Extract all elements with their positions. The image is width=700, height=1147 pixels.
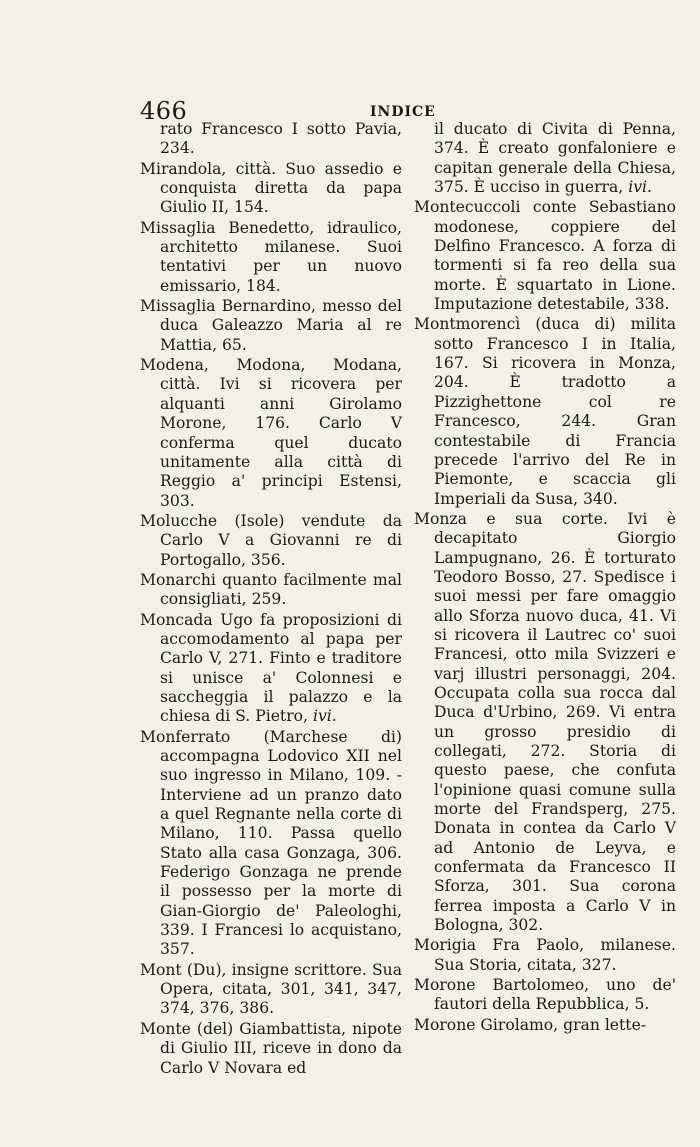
- index-entry-text: Missaglia Benedetto, idraulico, architetto milanese. Suoi tentativi per un nuovo emissario, 184.: [140, 218, 402, 295]
- index-entry-text: Montecuccoli conte Sebastiano modonese, coppiere del Delfino Francesco. A forza di tormenti si fa reo della sua morte. È squartato in Lione. Imputazione detestabile, 338.: [414, 198, 676, 314]
- index-entry-text: Morone Bartolomeo, uno de' fautori della Repubblica, 5.: [414, 976, 676, 1014]
- index-column-left: [140, 120, 402, 1079]
- running-title: INDICE: [370, 104, 436, 120]
- index-entry-italic: ivi.: [628, 178, 652, 197]
- index-entry-text: il ducato di Civita di Penna, 374. È creato gonfaloniere e capitan generale della Chiesa, 375. È ucciso in guerra,: [434, 120, 676, 197]
- index-entry-text: Modena, Modona, Modana, città. Ivi si ricovera per alquanti anni Girolamo Morone, 176. Carlo V conferma quel ducato unitamente alla città di Reggio a' principi Estensi, 303.: [140, 356, 402, 510]
- index-entry: [140, 611, 402, 727]
- index-entry-text: Missaglia Bernardino, messo del duca Galeazzo Maria al re Mattia, 65.: [140, 297, 402, 354]
- index-entry-text: Morone Girolamo, gran lette-: [414, 1015, 647, 1034]
- index-entry-text: Monferrato (Marchese di) accompagna Lodovico XII nel suo ingresso in Milano, 109. - Interviene ad un pranzo dato a quel Regnante nella corte di Milano, 110. Passa quello Stato alla casa Gonzaga, 306. Federigo Gonzaga ne prende il possesso per la morte di Gian-Giorgio de' Paleologhi, 339. I Francesi lo acquistano, 357.: [140, 727, 402, 959]
- index-entry-text: Mirandola, città. Suo assedio e conquista diretta da papa Giulio II, 154.: [140, 159, 402, 217]
- index-entry: [140, 356, 402, 511]
- index-entry-text: Morigia Fra Paolo, milanese. Sua Storia, citata, 327.: [414, 936, 676, 974]
- index-entry-text: Mont (Du), insigne scrittore. Sua Opera, citata, 301, 341, 347, 374, 376, 386.: [140, 960, 402, 1018]
- index-entry: [140, 297, 402, 355]
- index-entry-text: Moncada Ugo fa proposizioni di accomodamento al papa per Carlo V, 271. Finto e traditore si unisce a' Colonnesi e saccheggia il palazzo e la chiesa di S. Pietro,: [140, 610, 402, 726]
- index-entry-text: Monte (del) Giambattista, nipote di Giulio III, riceve in dono da Carlo V Novara ed: [140, 1019, 402, 1077]
- index-entry: [414, 1016, 676, 1035]
- index-entry-text: Monarchi quanto facilmente mal consigliati, 259.: [140, 570, 402, 609]
- index-entry: [414, 510, 676, 936]
- index-column-right: [414, 120, 676, 1036]
- index-entry: [414, 315, 676, 508]
- index-entry-italic: ivi.: [312, 707, 337, 726]
- index-entry: [140, 571, 402, 610]
- index-entry: [414, 976, 676, 1015]
- index-entry: [140, 512, 402, 570]
- index-entry: [140, 728, 402, 960]
- index-entry: [140, 961, 402, 1019]
- page-number: 466: [140, 97, 188, 125]
- index-entry: [414, 936, 676, 975]
- index-entry: [414, 120, 676, 197]
- index-entry-text: Monza e sua corte. Ivi è decapitato Giorgio Lampugnano, 26. È torturato Teodoro Bosso, 27. Spedisce i suoi messi per fare omaggio allo Sforza nuovo duca, 41. Vi si ricovera il Lautrec co' suoi Francesi, otto mila Svizzeri e varj illustri personaggi, 204. Occupata colla sua rocca dal Duca d'Urbino, 269. Vi entra un grosso presidio di collegati, 272. Storia di questo paese, che confuta l'opinione quasi comune sulla morte del Frandsperg, 275. Donata in contea da Carlo V ad Antonio de Leyva, e confermata da Francesco II Sforza, 301. Sua corona ferrea imposta a Carlo V in Bologna, 302.: [414, 509, 676, 935]
- index-entry: [140, 219, 402, 296]
- index-entry: [414, 198, 676, 314]
- index-entry: [140, 120, 402, 159]
- index-entry-text: rato Francesco I sotto Pavia, 234.: [160, 120, 402, 158]
- index-entry-text: Molucche (Isole) vendute da Carlo V a Giovanni re di Portogallo, 356.: [140, 511, 402, 569]
- index-entry: [140, 160, 402, 218]
- index-entry-text: Montmorencì (duca di) milita sotto Francesco I in Italia, 167. Si ricovera in Monza, 204. È tradotto a Pizzighettone col re Francesco, 244. Gran contestabile di Francia precede l'arrivo del Re in Piemonte, e scaccia gli Imperiali da Susa, 340.: [414, 315, 676, 508]
- index-entry: [140, 1020, 402, 1078]
